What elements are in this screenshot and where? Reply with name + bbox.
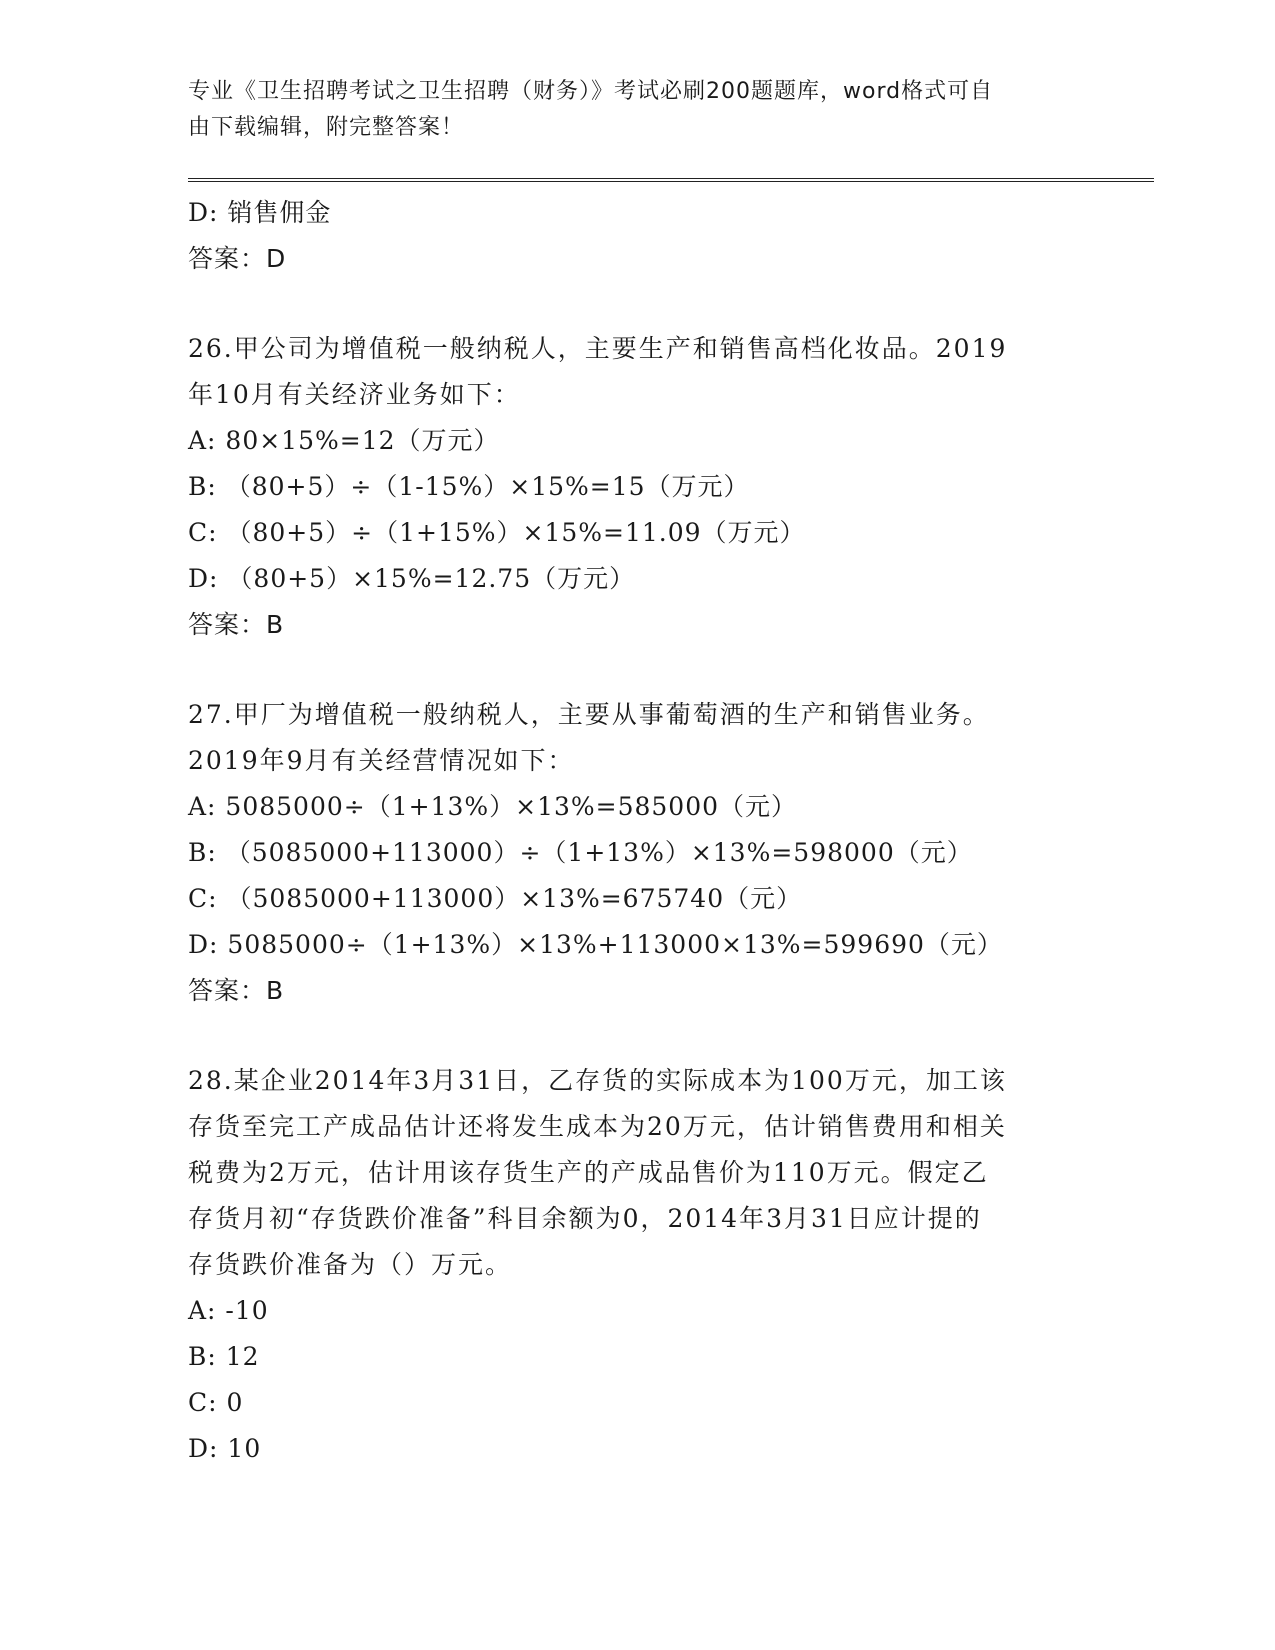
option-d: D: 5085000÷（1+13%）×13%+113000×13%=599690（元）: [188, 930, 1003, 959]
page-header: [188, 74, 1068, 146]
option-c: C: 0: [188, 1388, 244, 1417]
header-line-1: 专业《卫生招聘考试之卫生招聘（财务）》考试必刷200题题库，word格式可自: [188, 79, 994, 104]
option-d: D: 销售佣金: [188, 198, 332, 227]
answer-label: 答案：B: [188, 610, 285, 639]
question-27: [188, 692, 1088, 1014]
question-stem: 年10月有关经济业务如下：: [188, 380, 521, 409]
option-b: B: （80+5）÷（1-15%）×15%=15（万元）: [188, 472, 750, 501]
option-c: C: （5085000+113000）×13%=675740（元）: [188, 884, 803, 913]
question-stem: 2019年9月有关经营情况如下：: [188, 746, 575, 775]
question-content: [188, 190, 1088, 1472]
question-stem: 税费为2万元，估计用该存货生产的产成品售价为110万元。假定乙: [188, 1158, 989, 1187]
option-a: A: 80×15%=12（万元）: [188, 426, 500, 455]
question-28: [188, 1058, 1088, 1472]
option-b: B: （5085000+113000）÷（1+13%）×13%=598000（元）: [188, 838, 973, 867]
option-c: C: （80+5）÷（1+15%）×15%=11.09（万元）: [188, 518, 806, 547]
option-b: B: 12: [188, 1342, 260, 1371]
question-stem: 28.某企业2014年3月31日，乙存货的实际成本为100万元，加工该: [188, 1066, 1007, 1095]
option-d: D: （80+5）×15%=12.75（万元）: [188, 564, 636, 593]
question-26: [188, 326, 1088, 648]
question-stem: 27.甲厂为增值税一般纳税人，主要从事葡萄酒的生产和销售业务。: [188, 700, 990, 729]
question-stem: 存货至完工产成品估计还将发生成本为20万元，估计销售费用和相关: [188, 1112, 1007, 1141]
question-stem: 26.甲公司为增值税一般纳税人，主要生产和销售高档化妆品。2019: [188, 334, 1008, 363]
header-divider: [188, 178, 1154, 182]
option-d: D: 10: [188, 1434, 262, 1463]
answer-label: 答案：D: [188, 244, 287, 273]
previous-question-tail: [188, 190, 1088, 282]
header-line-2: 由下载编辑，附完整答案！: [188, 115, 465, 140]
question-stem: 存货月初“存货跌价准备”科目余额为0，2014年3月31日应计提的: [188, 1204, 982, 1233]
spacer: [188, 648, 1088, 692]
spacer: [188, 1014, 1088, 1058]
spacer: [188, 282, 1088, 326]
answer-label: 答案：B: [188, 976, 285, 1005]
option-a: A: 5085000÷（1+13%）×13%=585000（元）: [188, 792, 798, 821]
question-stem: 存货跌价准备为（）万元。: [188, 1250, 513, 1279]
option-a: A: -10: [188, 1296, 269, 1325]
